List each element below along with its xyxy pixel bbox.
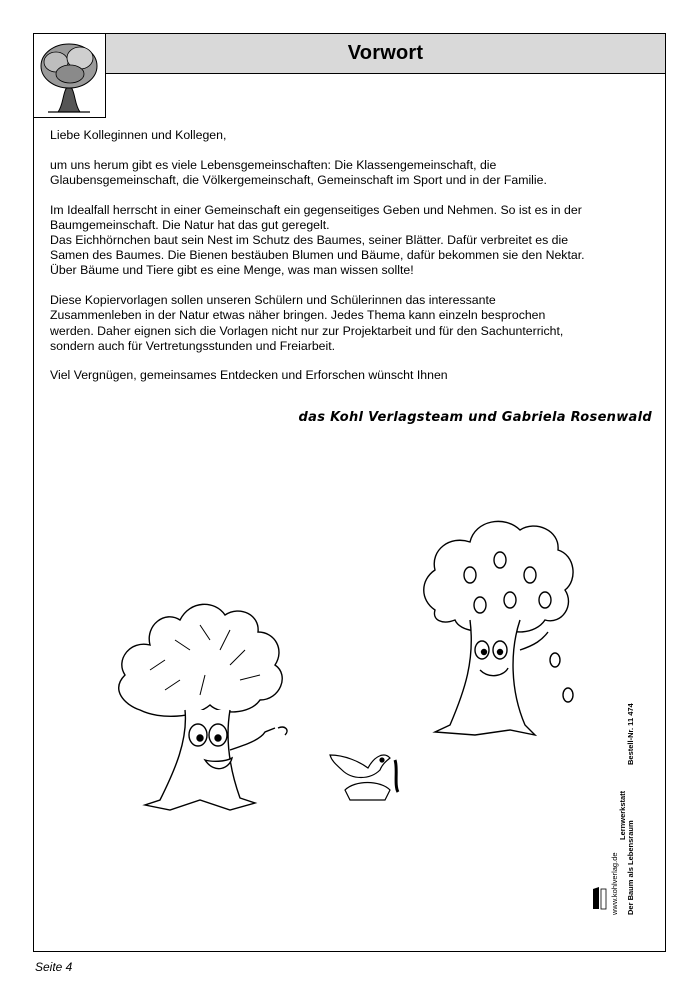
foreword-text: [50, 128, 590, 398]
left-tree-icon: [119, 604, 287, 810]
side-book-title: Der Baum als Lebensraum: [626, 820, 635, 915]
greeting: Liebe Kolleginnen und Kollegen,: [50, 128, 227, 142]
paragraph-2: [50, 203, 590, 279]
header-logo-box: [34, 34, 106, 118]
closing: Viel Vergnügen, gemeinsames Entdecken und Erforschen wünscht Ihnen: [50, 368, 448, 383]
page-title: Vorwort: [347, 42, 424, 64]
trees-illustration: [80, 500, 580, 830]
paragraph-1: um uns herum gibt es viele Lebensgemeinschaften: Die Klassengemeinschaft, die Glaubensgemeinschaft, die Völkergemeinschaft, Gemeinschaft im Sport und in der Familie.: [50, 157, 547, 187]
side-series: Lernwerkstatt: [618, 790, 627, 840]
side-order-number: Bestell-Nr. 11 474: [626, 703, 635, 765]
side-website: www.kohlverlag.de: [610, 852, 619, 915]
signature: das Kohl Verlagsteam und Gabriela Rosenwald: [298, 410, 652, 425]
publisher-sidebar: [590, 690, 635, 915]
paragraph-3: Diese Kopiervorlagen sollen unseren Schülern und Schülerinnen das interessante Zusammenleben in der Natur etwas näher bringen. Jedes Thema kann einzeln besprochen werden. Daher eignen sich die Vorlagen nicht nur zur Projektarbeit und für den Sachunterricht, sondern auch für Vertretungsstunden und Freiarbeit.: [50, 293, 564, 353]
publisher-logo-icon: [590, 885, 608, 911]
header-title-bar: [106, 34, 665, 74]
right-tree-icon: [424, 521, 573, 735]
bird-icon: [330, 755, 398, 800]
paragraph-2-line-2: Das Eichhörnchen baut sein Nest im Schutz des Baumes, seiner Blätter. Dafür verbreitet es die Samen des Baumes. Die Bienen bestäuben Blumen und Bäume, dafür bekommen sie den Nektar. Über Bäume und Tiere gibt es eine Menge, was man wissen sollte!: [50, 233, 585, 278]
page-number: Seite 4: [35, 960, 73, 974]
tree-logo-icon: [34, 34, 104, 116]
paragraph-2-line-1: Im Idealfall herrscht in einer Gemeinschaft ein gegenseitiges Geben und Nehmen. So ist es in der Baumgemeinschaft. Die Natur hat das gut geregelt.: [50, 202, 582, 232]
